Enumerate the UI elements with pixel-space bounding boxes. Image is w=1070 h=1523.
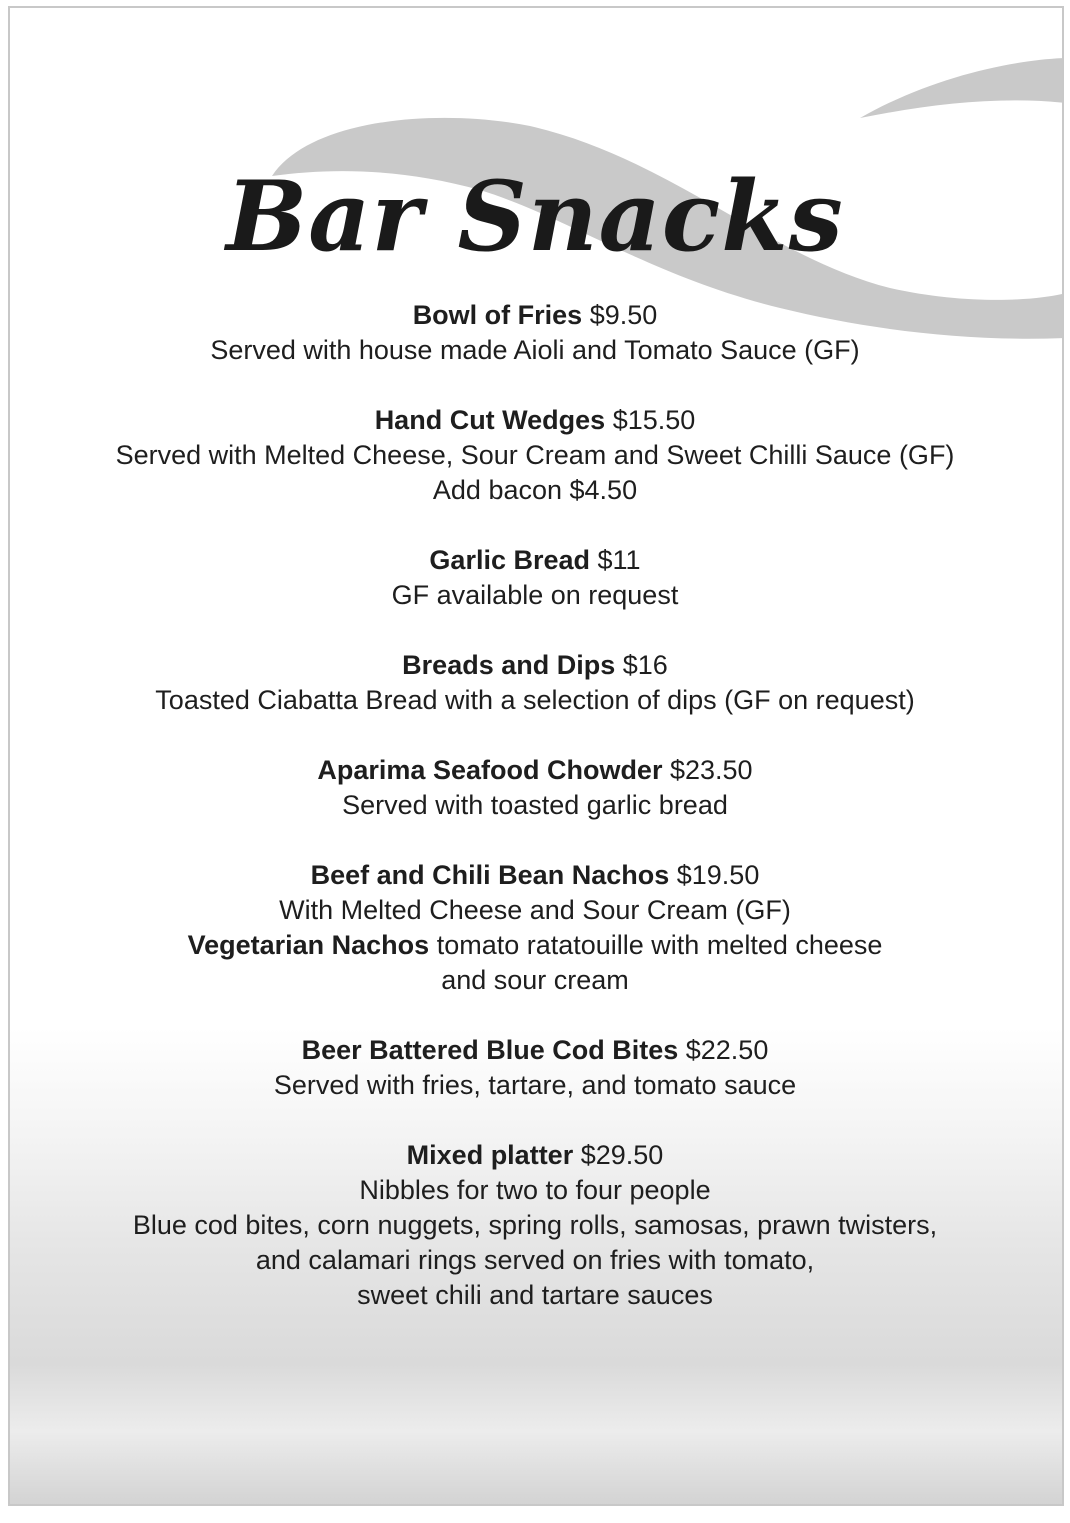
item-description: sweet chili and tartare sauces <box>357 1280 713 1310</box>
menu-item <box>0 648 1070 718</box>
item-name: Breads and Dips <box>402 650 616 680</box>
menu-list <box>0 298 1070 1348</box>
item-name: Garlic Bread <box>429 545 590 575</box>
item-price: $23.50 <box>669 755 753 785</box>
item-price: $9.50 <box>589 300 658 330</box>
item-price: $16 <box>622 650 668 680</box>
menu-item <box>0 858 1070 998</box>
item-description: Served with toasted garlic bread <box>342 790 728 820</box>
item-description: Blue cod bites, corn nuggets, spring rolls, samosas, prawn twisters, <box>132 1210 938 1240</box>
item-description: Served with fries, tartare, and tomato sauce <box>273 1070 797 1100</box>
item-name: Mixed platter <box>406 1140 574 1170</box>
item-name: Beef and Chili Bean Nachos <box>310 860 670 890</box>
item-description: Toasted Ciabatta Bread with a selection of dips (GF on request) <box>155 685 915 715</box>
item-price: $19.50 <box>676 860 760 890</box>
menu-item <box>0 1138 1070 1313</box>
item-name: Aparima Seafood Chowder <box>317 755 663 785</box>
item-variant-description: and sour cream <box>441 965 629 995</box>
item-addon: Add bacon $4.50 <box>432 475 638 505</box>
item-name: Bowl of Fries <box>412 300 583 330</box>
item-description: and calamari rings served on fries with tomato, <box>255 1245 815 1275</box>
menu-title: Bar Snacks <box>226 160 844 273</box>
menu-item <box>0 403 1070 508</box>
item-price: $29.50 <box>580 1140 664 1170</box>
menu-item <box>0 298 1070 368</box>
item-description: With Melted Cheese and Sour Cream (GF) <box>279 895 791 925</box>
item-name: Hand Cut Wedges <box>374 405 606 435</box>
item-price: $15.50 <box>612 405 696 435</box>
item-description: Served with house made Aioli and Tomato Sauce (GF) <box>210 335 860 365</box>
item-name: Beer Battered Blue Cod Bites <box>301 1035 679 1065</box>
menu-item <box>0 1033 1070 1103</box>
item-description: Served with Melted Cheese, Sour Cream and Sweet Chilli Sauce (GF) <box>115 440 955 470</box>
item-description: GF available on request <box>391 580 679 610</box>
item-variant-name: Vegetarian Nachos <box>187 930 430 960</box>
item-price: $11 <box>597 545 641 575</box>
item-price: $22.50 <box>685 1035 769 1065</box>
item-variant-description: tomato ratatouille with melted cheese <box>436 930 883 960</box>
menu-item <box>0 543 1070 613</box>
menu-item <box>0 753 1070 823</box>
item-description: Nibbles for two to four people <box>359 1175 711 1205</box>
